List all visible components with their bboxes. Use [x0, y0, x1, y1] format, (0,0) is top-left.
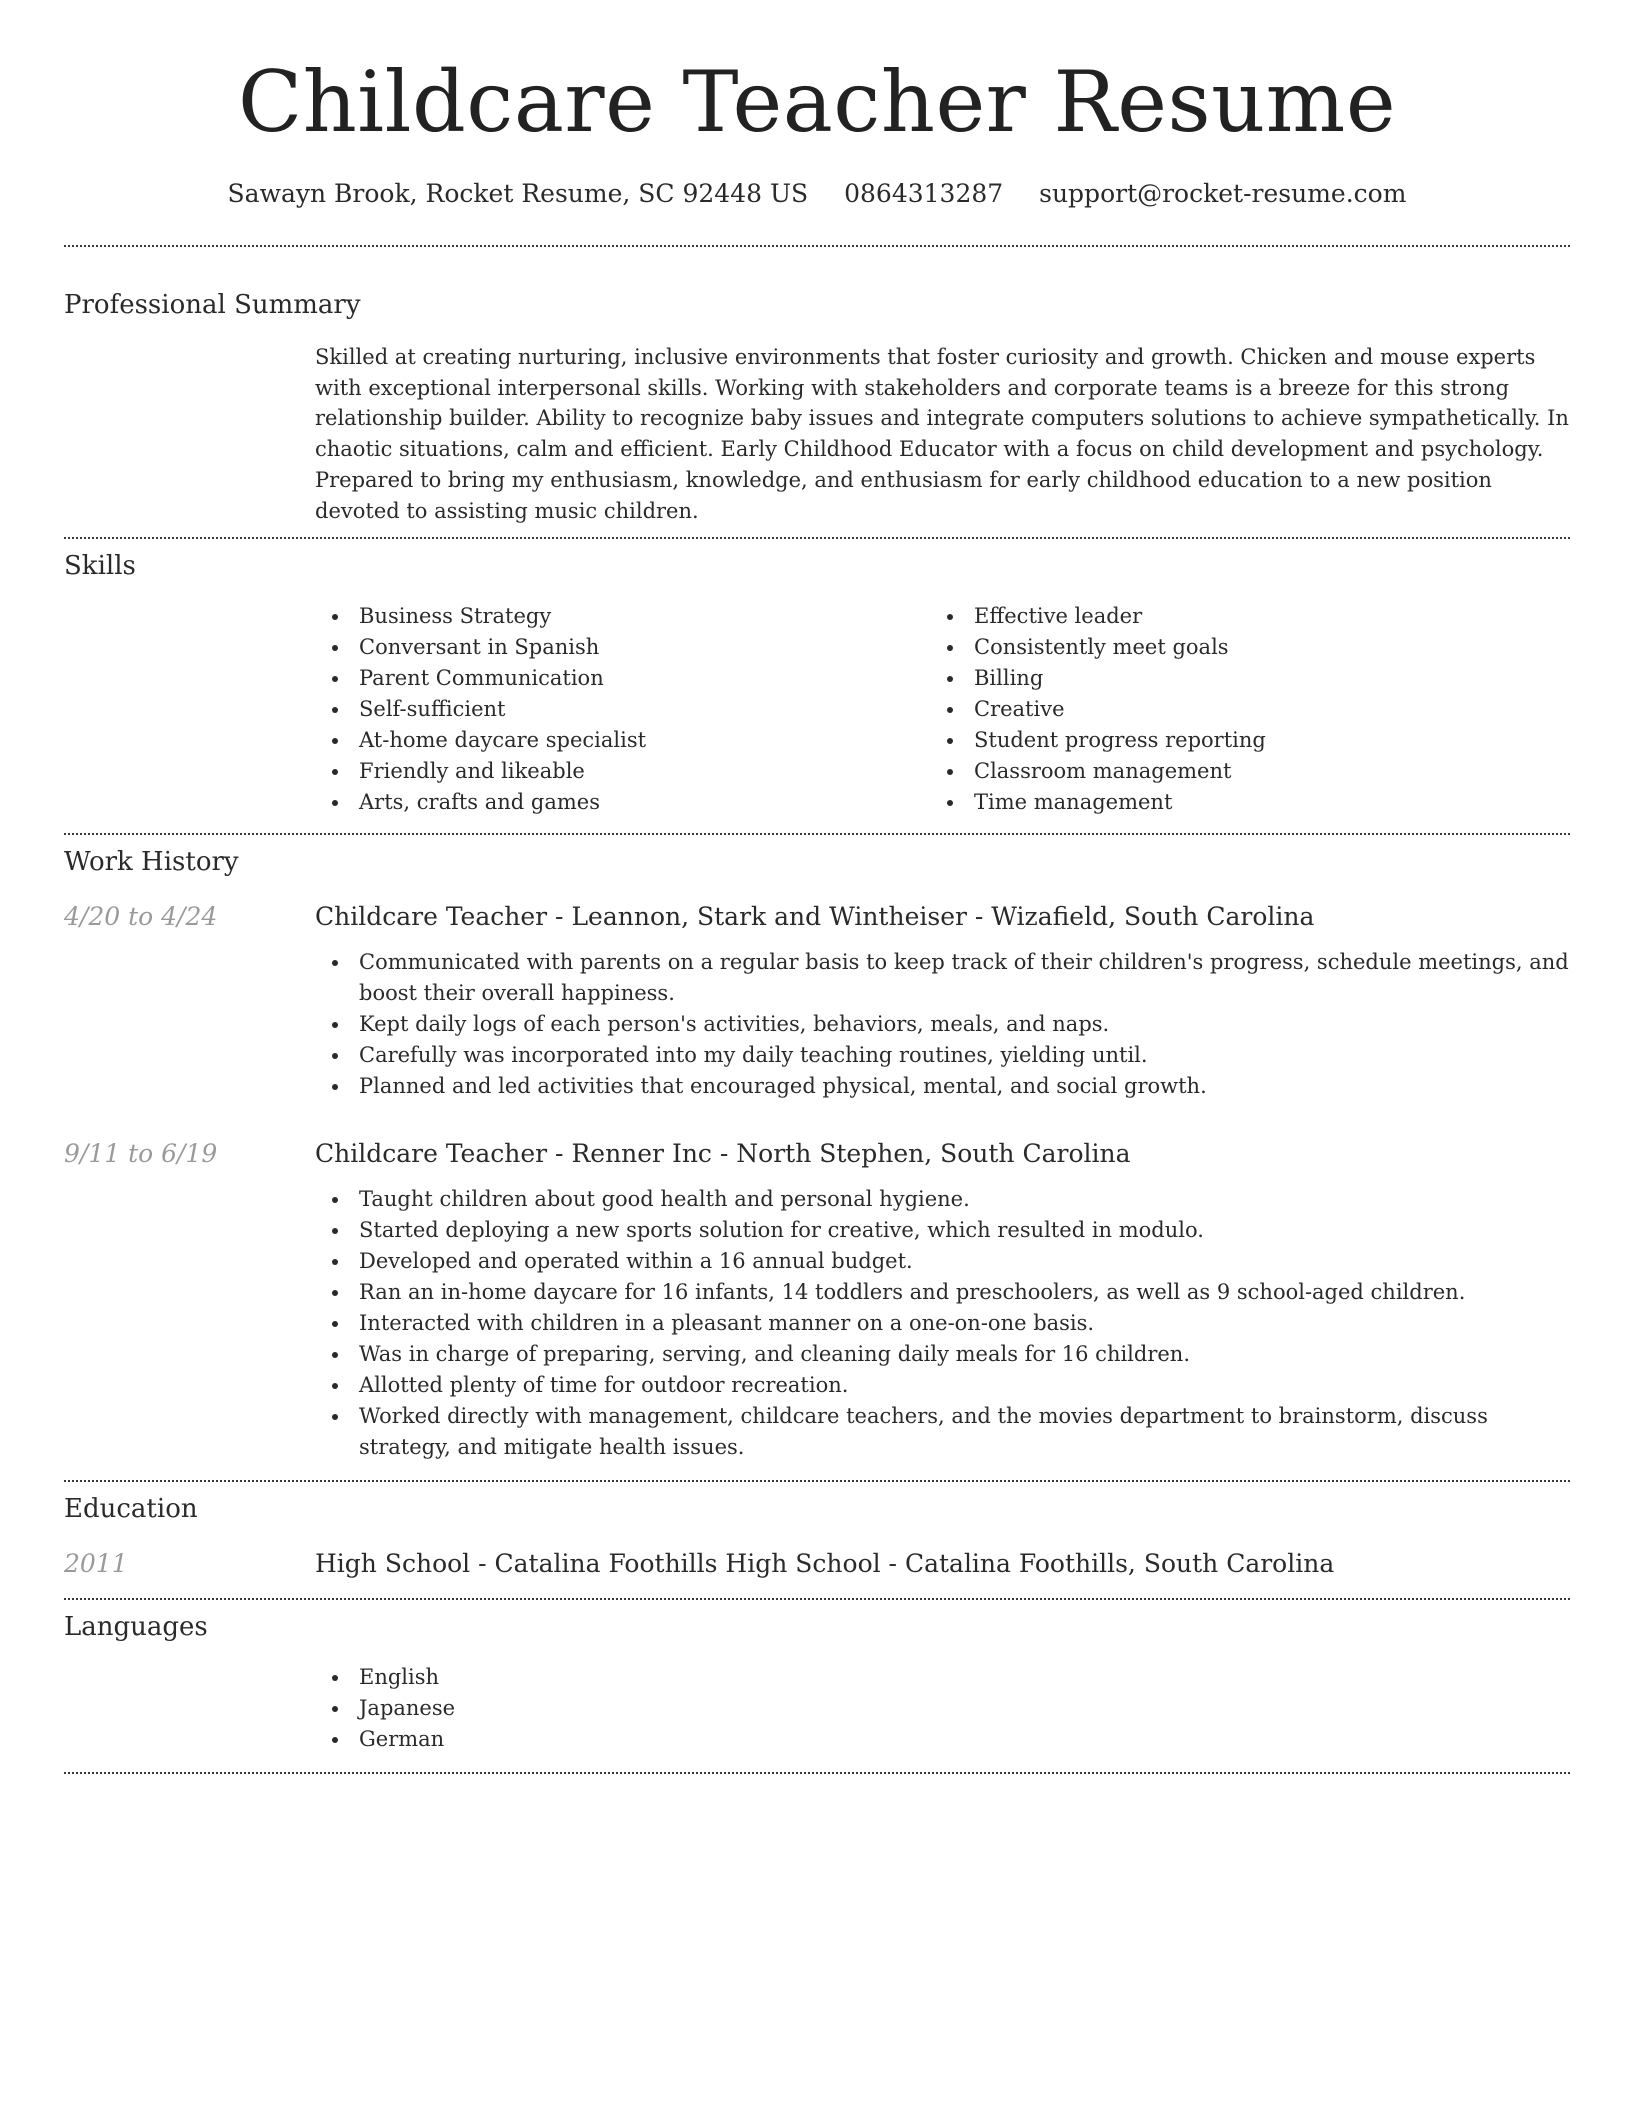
languages-section	[64, 1662, 1570, 1755]
job-dates: 4/20 to 4/24	[64, 902, 218, 932]
skill-item: Conversant in Spanish	[315, 632, 930, 663]
work-heading: Work History	[64, 847, 239, 878]
skills-columns	[315, 601, 1545, 818]
skill-item: Student progress reporting	[930, 725, 1545, 756]
contact-address: Sawayn Brook, Rocket Resume, SC 92448 US	[227, 179, 809, 208]
summary-text: Skilled at creating nurturing, inclusive environments that foster curiosity and growth. Chicken and mouse experts with exceptional interpersonal skills. Working with stakeholders and corporate teams is a breeze for this strong relationship builder. Ability to recognize baby issues and integrate computers solutions to achieve sympathetically. In chaotic situations, calm and efficient. Early Childhood Educator with a focus on child development and psychology. Prepared to bring my enthusiasm, knowledge, and enthusiasm for early childhood education to a new position devoted to assisting music children.	[315, 345, 1569, 523]
skills-list-left	[315, 601, 930, 818]
education-heading: Education	[64, 1494, 198, 1525]
job-bullet: Started deploying a new sports solution for creative, which resulted in modulo.	[315, 1215, 1570, 1246]
job-entry	[64, 1137, 1570, 1463]
language-item: English	[315, 1662, 1570, 1693]
education-title: High School - Catalina Foothills High School - Catalina Foothills, South Carolina	[315, 1549, 1335, 1579]
contact-email: support@rocket-resume.com	[1039, 179, 1407, 208]
section-divider	[64, 1772, 1570, 1774]
languages-heading: Languages	[64, 1612, 208, 1643]
job-bullet: Developed and operated within a 16 annual budget.	[315, 1246, 1570, 1277]
job-bullet: Planned and led activities that encouraged physical, mental, and social growth.	[315, 1071, 1570, 1102]
resume-page	[64, 0, 1570, 1774]
skill-item: Time management	[930, 787, 1545, 818]
resume-title: Childcare Teacher Resume	[237, 53, 1397, 151]
skill-item: Friendly and likeable	[315, 756, 930, 787]
skill-item: Consistently meet goals	[930, 632, 1545, 663]
job-title: Childcare Teacher - Renner Inc - North Stephen, South Carolina	[315, 1139, 1131, 1169]
job-bullet: Allotted plenty of time for outdoor recreation.	[315, 1370, 1570, 1401]
job-bullet: Worked directly with management, childcare teachers, and the movies department to brainstorm, discuss strategy, and mitigate health issues.	[315, 1401, 1570, 1463]
skill-item: Classroom management	[930, 756, 1545, 787]
job-bullet: Kept daily logs of each person's activities, behaviors, meals, and naps.	[315, 1009, 1570, 1040]
job-bullet: Carefully was incorporated into my daily teaching routines, yielding until.	[315, 1040, 1570, 1071]
contact-line	[64, 178, 1570, 210]
job-bullet: Ran an in-home daycare for 16 infants, 14 toddlers and preschoolers, as well as 9 school-aged children.	[315, 1277, 1570, 1308]
skill-item: At-home daycare specialist	[315, 725, 930, 756]
contact-phone: 0864313287	[844, 179, 1004, 208]
section-divider	[64, 1598, 1570, 1600]
skill-item: Effective leader	[930, 601, 1545, 632]
section-divider	[64, 833, 1570, 835]
languages-list	[315, 1662, 1570, 1755]
language-item: Japanese	[315, 1693, 1570, 1724]
skill-item: Self-sufficient	[315, 694, 930, 725]
job-dates: 9/11 to 6/19	[64, 1139, 218, 1169]
summary-heading: Professional Summary	[64, 290, 361, 320]
skill-item: Arts, crafts and games	[315, 787, 930, 818]
job-bullet: Was in charge of preparing, serving, and cleaning daily meals for 16 children.	[315, 1339, 1570, 1370]
job-bullet: Taught children about good health and personal hygiene.	[315, 1184, 1570, 1215]
education-year: 2011	[64, 1549, 128, 1579]
section-divider	[64, 245, 1570, 247]
skill-item: Parent Communication	[315, 663, 930, 694]
skill-item: Business Strategy	[315, 601, 930, 632]
skills-heading: Skills	[64, 551, 136, 582]
job-bullets	[315, 947, 1570, 1102]
job-bullet: Interacted with children in a pleasant manner on a one-on-one basis.	[315, 1308, 1570, 1339]
job-entry	[64, 900, 1570, 1102]
section-divider	[64, 537, 1570, 539]
job-title: Childcare Teacher - Leannon, Stark and Wintheiser - Wizafield, South Carolina	[315, 902, 1315, 932]
job-bullets	[315, 1184, 1570, 1463]
job-bullet: Communicated with parents on a regular basis to keep track of their children's progress, schedule meetings, and boost their overall happiness.	[315, 947, 1570, 1009]
section-divider	[64, 1480, 1570, 1482]
language-item: German	[315, 1724, 1570, 1755]
skill-item: Billing	[930, 663, 1545, 694]
education-entry	[64, 1547, 1570, 1581]
skills-list-right	[930, 601, 1545, 818]
skill-item: Creative	[930, 694, 1545, 725]
summary-section	[64, 342, 1570, 526]
skills-section	[64, 601, 1570, 818]
